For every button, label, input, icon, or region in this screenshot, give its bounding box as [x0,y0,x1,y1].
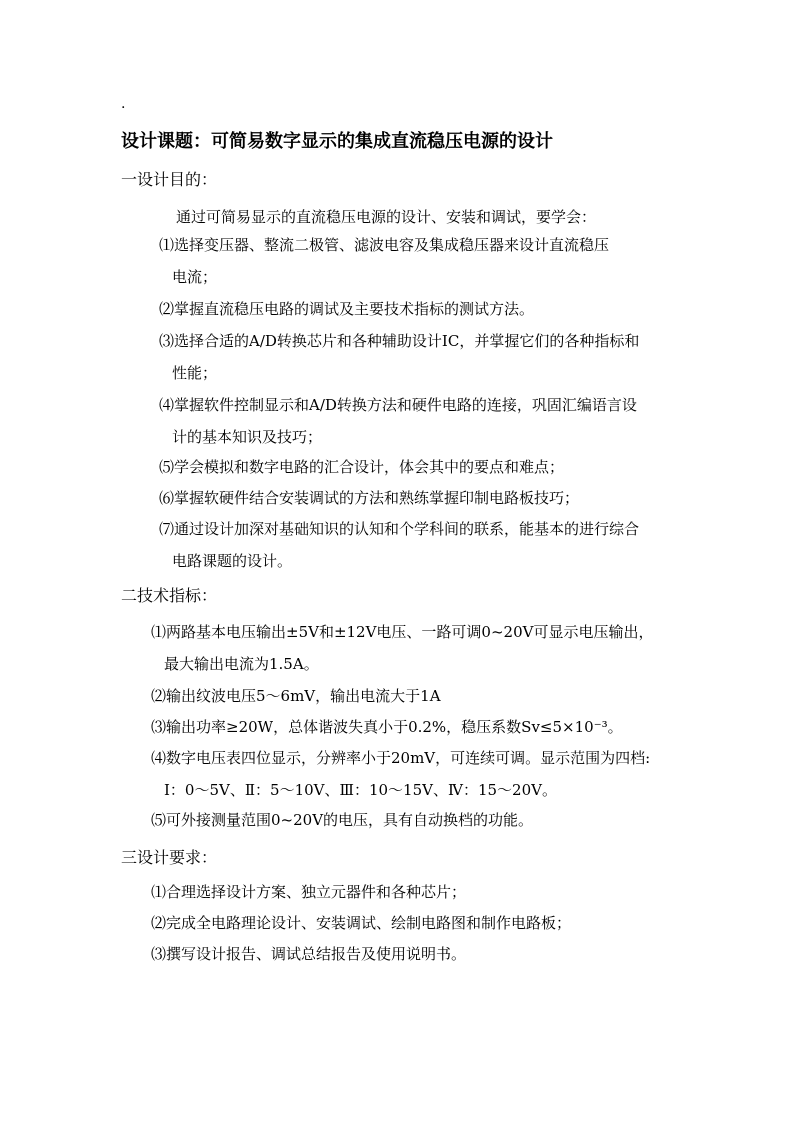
list-item-continuation: 计的基本知识及技巧； [172,428,323,446]
section-heading-purpose: 一设计目的： [121,170,218,189]
list-item-line: ⑶撰写设计报告、调试总结报告及使用说明书。 [151,945,467,963]
list-item [151,804,533,836]
list-item [159,482,579,514]
list-item [159,389,637,453]
list-item-line: ⑹掌握软硬件结合安装调试的方法和熟练掌握印制电路板技巧； [159,489,580,507]
list-item-line: ⑵完成全电路理论设计、安装调试、绘制电路图和制作电路板； [151,914,572,932]
list-item-line: ⑷数字电压表四位显示，分辨率小于20mV，可连续可调。显示范围为四档: [151,749,651,767]
list-item [151,742,650,806]
section-heading-requirements: 三设计要求： [121,848,218,867]
list-item [159,451,564,483]
list-item-line: ⑵掌握直流稳压电路的调试及主要技术指标的测试方法。 [159,300,535,318]
list-item [159,293,534,325]
list-item-continuation: 电流； [172,268,218,286]
list-item [159,229,609,293]
list-item-line: ⑴选择变压器、整流二极管、滤波电容及集成稳压器来设计直流稳压 [159,236,610,254]
list-item-line: ⑺通过设计加深对基础知识的认知和个学科间的联系，能基本的进行综合 [159,520,640,538]
list-item [159,325,639,389]
section-intro-purpose: 通过可简易显示的直流稳压电源的设计、安装和调试，要学会： [176,208,597,226]
list-item-line: ⑸学会模拟和数字电路的汇合设计，体会其中的要点和难点； [159,458,565,476]
list-item [151,680,441,712]
list-item-line: ⑴两路基本电压输出±5V和±12V电压、一路可调0~20V可显示电压输出， [151,623,654,641]
list-item [151,711,623,743]
list-item-line: ⑸可外接测量范围0~20V的电压，具有自动换档的功能。 [151,811,534,829]
list-item-line: ⑶输出功率≥20W，总体谐波失真小于0.2%，稳压系数Sv≤5×10⁻³。 [151,718,623,736]
list-item [151,938,466,970]
list-item-line: ⑶选择合适的A/D转换芯片和各种辅助设计IC，并掌握它们的各种指标和 [159,332,640,350]
list-item-continuation: Ⅰ：0～5V、Ⅱ：5～10V、Ⅲ：10～15V、Ⅳ：15～20V。 [164,781,557,799]
section-heading-specs: 二技术指标： [121,586,218,605]
list-item [151,876,466,908]
page-marker: . [121,96,126,112]
list-item-line: ⑷掌握软件控制显示和A/D转换方法和硬件电路的连接，巩固汇编语言设 [159,396,637,414]
list-item-line: ⑵输出纹波电压5～6mV，输出电流大于1A [151,687,441,705]
list-item [159,513,639,577]
list-item [151,616,653,680]
list-item-continuation: 性能； [172,364,218,382]
list-item-continuation: 最大输出电流为1.5A。 [164,655,319,673]
list-item [151,907,571,939]
list-item-line: ⑴合理选择设计方案、独立元器件和各种芯片； [151,883,467,901]
list-item-continuation: 电路课题的设计。 [172,552,293,570]
document-title: 设计课题：可简易数字显示的集成直流稳压电源的设计 [121,131,553,152]
